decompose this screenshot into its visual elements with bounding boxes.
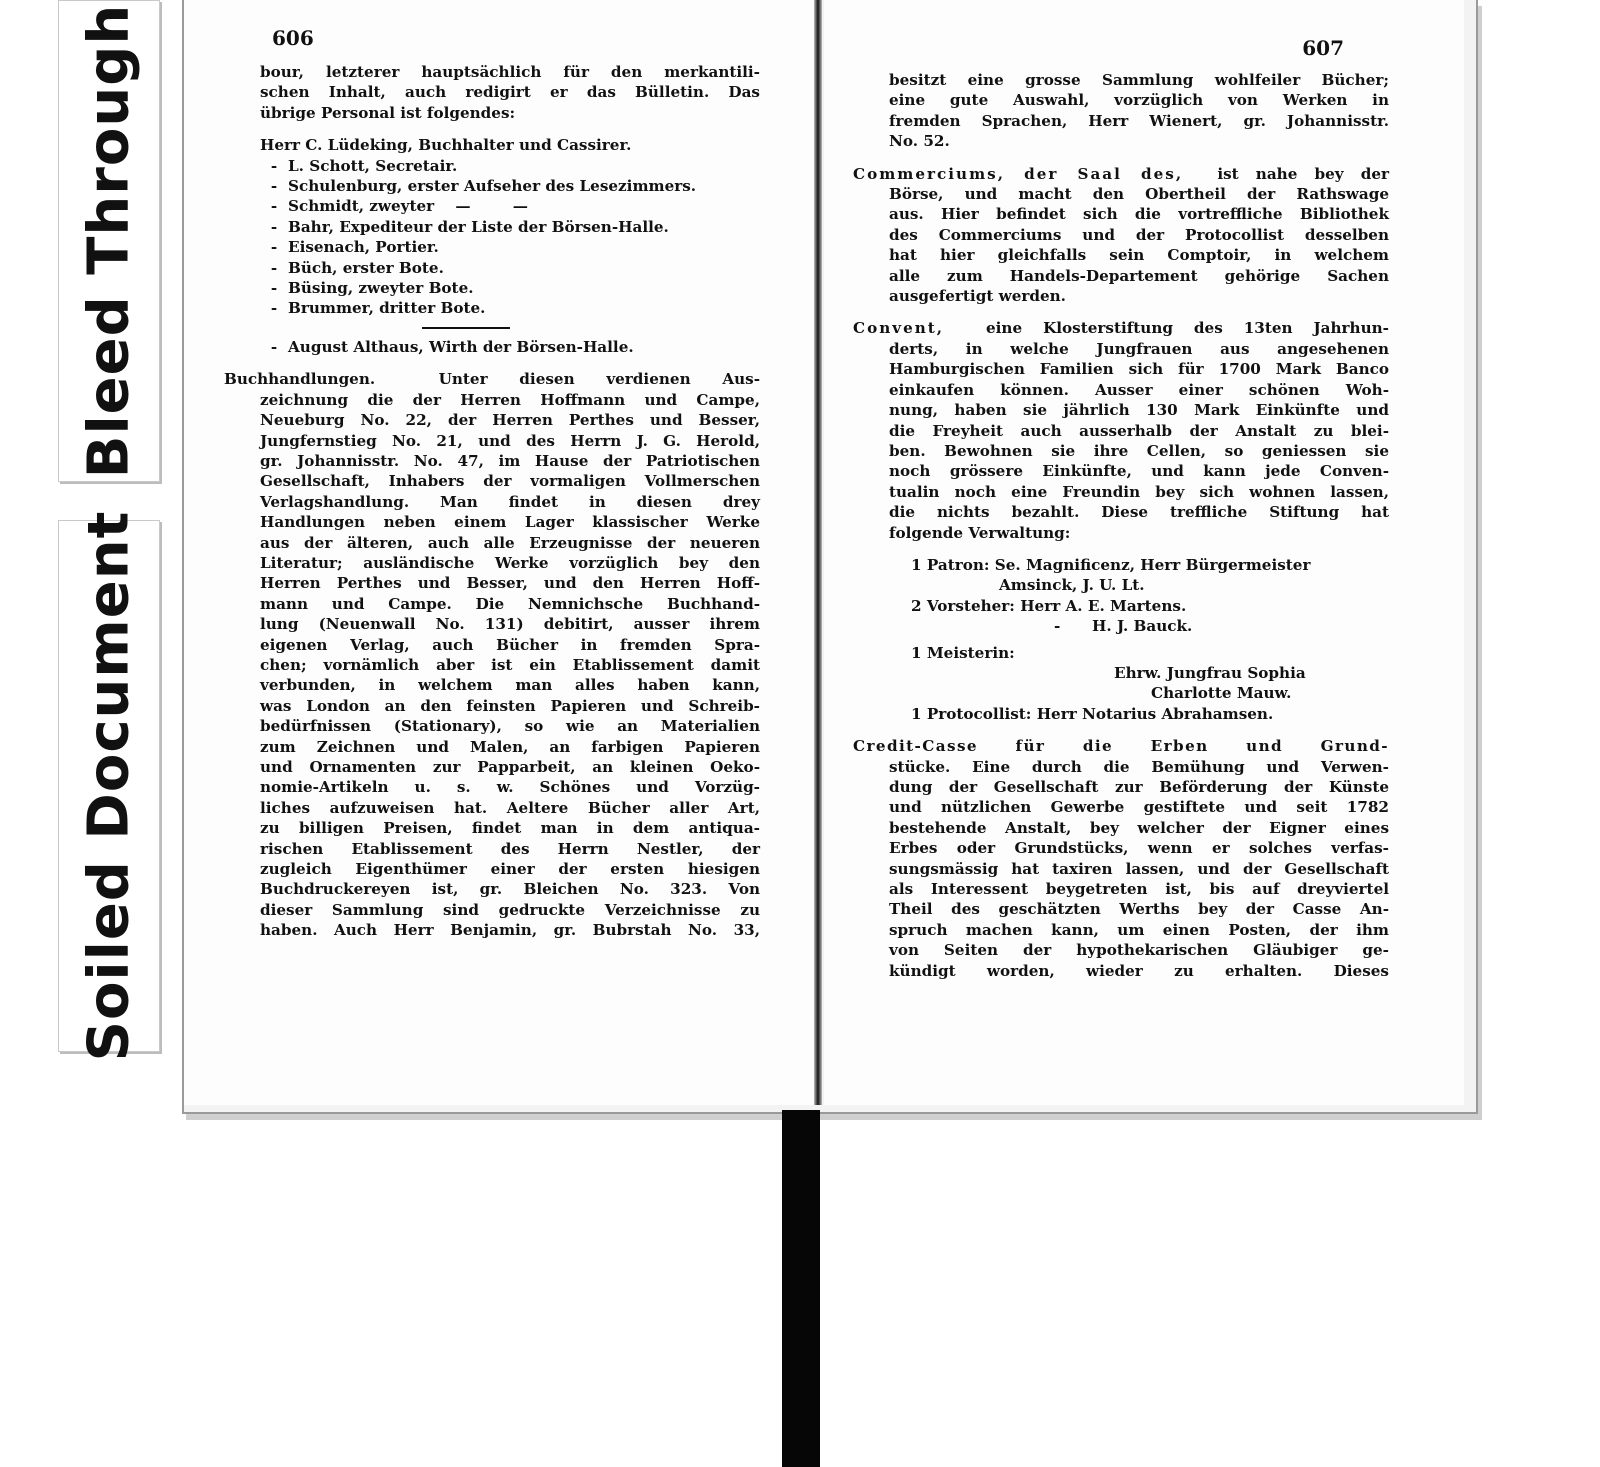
text-line: zum Zeichnen und Malen, an farbigen Papieren [260,737,760,756]
soiled-document-label: Soiled Document [76,510,142,1062]
text-line: ausgefertigt werden. [889,287,1066,306]
verwaltung-line: 1 Protocollist: Herr Notarius Abrahamsen. [911,704,1274,723]
staff-item: - Eisenach, Portier. [270,238,439,257]
entry-first-line: Commerciums, der Saal des, ist nahe bey der [853,164,1389,183]
text-line: bestehende Anstalt, bey welcher der Eigner eines [889,818,1389,837]
text-line: Gesellschaft, Inhabers der vormaligen Vollmerschen [260,472,760,491]
divider-rule [422,327,510,329]
text-line: die nichts bezahlt. Diese treffliche Stiftung hat [889,503,1389,522]
text-line: Erbes oder Grundstücks, wenn er solches verfas- [889,839,1389,858]
text-line: alle zum Handels-Departement gehörige Sachen [889,266,1389,285]
open-book [182,0,1478,1114]
text-line: Neueburg No. 22, der Herren Perthes und Besser, [260,411,760,430]
verwaltung-line: 1 Meisterin: [911,643,1015,662]
text-line: nomie-Artikeln u. s. w. Schönes und Vorzüg- [260,778,760,797]
text-line: Hamburgischen Familien sich für 1700 Mark Banco [889,360,1389,379]
text-line: und Ornamenten zur Papparbeit, an kleinen Oeko- [260,758,760,776]
text-line: liches aufzuweisen hat. Aeltere Bücher aller Art, [260,798,760,817]
page-number-left: 606 [272,26,314,50]
text-line: kündigt worden, wieder zu erhalten. Dieses [889,961,1389,980]
text-line: Theil des geschätzten Werths bey der Casse An- [889,900,1389,919]
text-line: Börse, und macht den Obertheil der Rathswage [889,185,1389,204]
left-page-text [224,62,761,941]
text-line: verbunden, in welchem man alles haben kann, [260,676,760,695]
text-line: ben. Bewohnen sie ihre Cellen, so geniessen sie [889,441,1389,460]
text-line: No. 52. [889,132,950,151]
text-line: einkaufen können. Ausser einer schönen Woh- [889,380,1389,399]
text-line: was London an den feinsten Papieren und Schreib- [260,696,760,715]
text-line: und nützlichen Gewerbe gestiftete und seit 1782 [889,798,1389,817]
bookmark-ribbon [782,1110,820,1467]
staff-item: - Brummer, dritter Bote. [270,299,486,318]
text-line: von Seiten der hypothekarischen Gläubiger ge- [889,941,1389,960]
left-page [184,0,815,1105]
text-line: bedürfnissen (Stationary), so wie an Materialien [260,717,760,736]
verwaltung-line: Charlotte Mauw. [1151,684,1292,703]
text-line: haben. Auch Herr Benjamin, gr. Bubrstah No. 33, [260,921,760,940]
text-line: zugleich Eigenthümer einer der ersten hiesigen [260,860,760,879]
text-line: stücke. Eine durch die Bemühung und Verwen- [889,757,1389,776]
staff-item: - L. Schott, Secretair. [270,156,458,175]
book-gutter [814,0,822,1105]
text-line: schen Inhalt, auch redigirt er das Bülletin. Das [260,83,760,102]
text-line: Literatur; ausländische Werke vorzüglich bey den [260,553,760,572]
text-line: zeichnung die der Herren Hoffmann und Campe, [260,390,760,409]
text-line: Herren Perthes und Besser, und den Herren Hoff- [260,574,760,593]
text-line: mann und Campe. Die Nemnichsche Buchhand- [260,594,760,613]
staff-item: - August Althaus, Wirth der Börsen-Halle. [270,337,634,356]
text-line: Buchdruckereyen ist, gr. Bleichen No. 323. Von [260,880,760,899]
verwaltung-line: Ehrw. Jungfrau Sophia [1114,663,1306,682]
staff-head: Herr C. Lüdeking, Buchhalter und Cassirer. [260,136,632,155]
text-line: Handlungen neben einem Lager klassischer Werke [260,513,760,532]
text-line: dung der Gesellschaft zur Beförderung der Künste [889,778,1389,796]
text-line: eine gute Auswahl, vorzüglich von Werken in [889,91,1389,110]
text-line: gr. Johannisstr. No. 47, im Hause der Patriotischen [260,451,760,470]
entry-first-line: Buchhandlungen. Unter diesen verdienen Aus- [224,370,761,389]
bleed-through-tag [58,0,160,482]
text-line: rischen Etablissement des Herrn Nestler, der [260,839,760,858]
text-line: bour, letzterer hauptsächlich für den merkantili- [260,63,760,81]
page-number-right: 607 [1302,36,1344,60]
text-line: tualin noch eine Freundin bey sich wohnen lassen, [889,482,1389,501]
text-line: Jungfernstieg No. 21, und des Herrn J. G. Herold, [260,431,760,450]
text-line: Verlagshandlung. Man findet in diesen drey [260,492,760,511]
soiled-document-tag [58,510,160,1062]
text-line: hat hier gleichfalls sein Comptoir, in welchem [889,246,1389,265]
text-line: als Interessent beygetreten ist, bis auf dreyviertel [889,880,1389,899]
text-line: dieser Sammlung sind gedruckte Verzeichnisse zu [260,900,760,919]
verwaltung-line: 1 Patron: Se. Magnificenz, Herr Bürgermeister [911,555,1311,574]
text-line: nung, haben sie jährlich 130 Mark Einkünfte und [889,401,1389,420]
text-line: aus. Hier befindet sich die vortreffliche Bibliothek [889,205,1389,224]
entry-first-line: Convent, eine Klosterstiftung des 13ten Jahrhun- [853,319,1389,338]
verwaltung-line: - H. J. Bauck. [1054,617,1193,636]
staff-item: - Büsing, zweyter Bote. [270,279,474,298]
staff-item: - Büch, erster Bote. [270,258,444,277]
text-line: übrige Personal ist folgendes: [260,103,516,122]
text-line: spruch machen kann, um einen Posten, der ihm [889,920,1389,939]
text-line: aus der älteren, auch alle Erzeugnisse der neueren [260,533,760,552]
verwaltung-line: 2 Vorsteher: Herr A. E. Martens. [911,596,1187,615]
staff-item: - Schulenburg, erster Aufseher des Lesezimmers. [270,177,697,196]
text-line: die Freyheit auch ausserhalb der Anstalt zu blei- [889,421,1389,440]
text-line: zu billigen Preisen, findet man in dem antiqua- [260,819,760,838]
bleed-through-label: Bleed Through [76,3,142,479]
text-line: derts, in welche Jungfrauen aus angesehenen [889,339,1389,358]
entry-first-line: Credit-Casse für die Erben und Grund- [853,737,1389,756]
verwaltung-line: Amsinck, J. U. Lt. [999,576,1145,595]
right-page-text [853,70,1389,981]
text-line: des Commerciums und der Protocollist desselben [889,225,1389,244]
text-line: folgende Verwaltung: [889,523,1071,542]
text-line: eigenen Verlag, auch Bücher in fremden Spra- [260,635,760,654]
right-page [824,0,1464,1105]
text-line: besitzt eine grosse Sammlung wohlfeiler Bücher; [889,71,1389,89]
staff-item: - Schmidt, zweyter — — [270,197,528,216]
staff-item: - Bahr, Expediteur der Liste der Börsen-Halle. [270,217,669,236]
text-line: chen; vornämlich aber ist ein Etablissement damit [260,655,760,674]
text-line: sungsmässig hat taxiren lassen, und der Gesellschaft [889,859,1389,878]
text-line: fremden Sprachen, Herr Wienert, gr. Johannisstr. [889,111,1389,130]
text-line: lung (Neuenwall No. 131) debitirt, ausser ihrem [260,615,760,634]
text-line: noch grössere Einkünfte, und kann jede Conven- [889,462,1389,481]
